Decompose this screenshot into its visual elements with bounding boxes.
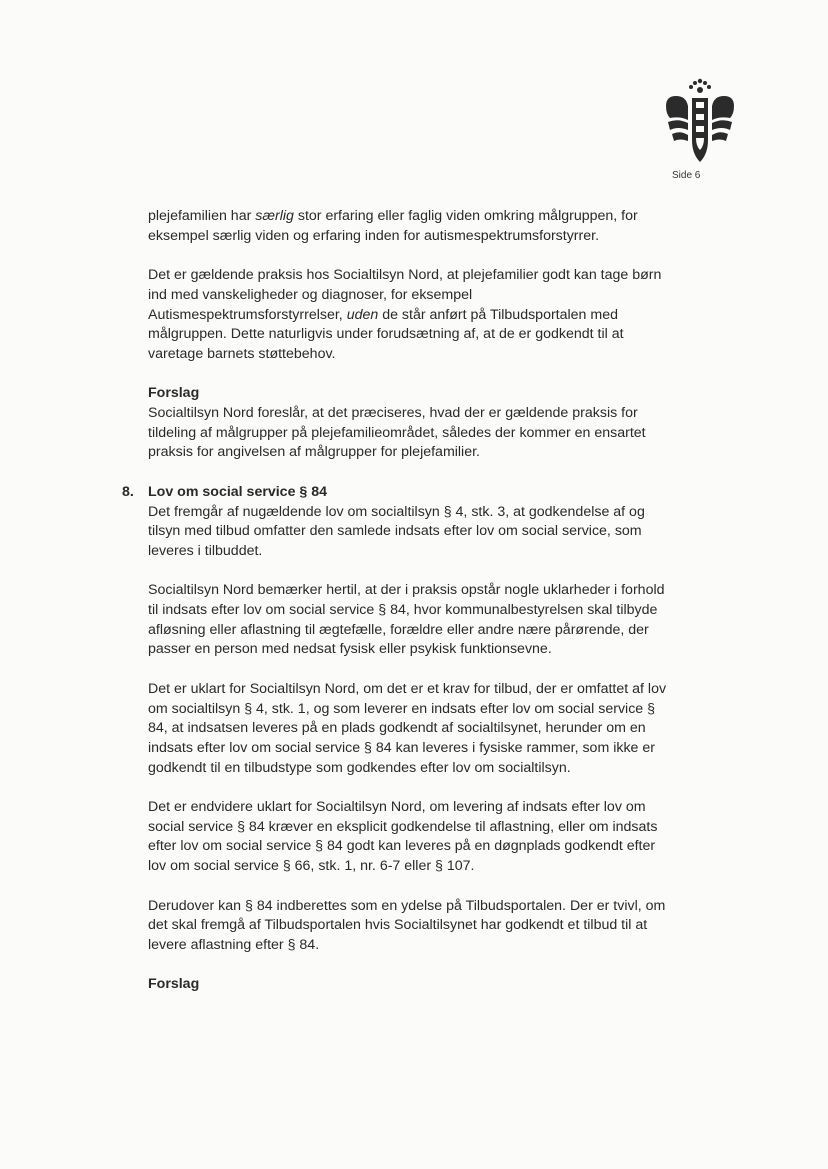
- numbered-section-8: [122, 483, 668, 995]
- paragraph-practice: [148, 266, 668, 365]
- paragraph-intro: [148, 207, 668, 246]
- text-run: Det er gældende praksis hos Socialtilsyn Nord, at plejefamilier godt kan tage børn ind med vanskeligheder og diagnoser, for eksempel Autismespektrumsforstyrrelser,: [148, 267, 662, 323]
- emphasis-text: særlig: [255, 208, 294, 224]
- page-number: Side 6: [672, 170, 701, 181]
- section-heading-forslag: Forslag: [148, 976, 200, 993]
- section-heading: Lov om social service § 84: [148, 483, 328, 500]
- paragraph: Det fremgår af nugældende lov om socialtilsyn § 4, stk. 3, at godkendelse af og tilsyn med tilbud omfatter den samlede indsats efter lov om social service, som leveres i tilbuddet.: [148, 503, 645, 559]
- paragraph: Det er endvidere uklart for Socialtilsyn Nord, om levering af indsats efter lov om social service § 84 kræver en eksplicit godkendelse til aflastning, eller om indsats efter lov om social service § 84 godt kan leveres på en døgnplads godkendt efter lov om social service § 66, stk. 1, nr. 6-7 eller § 107.: [148, 799, 658, 875]
- text-run: de står anført på Tilbudsportalen med målgruppen. Dette naturligvis under forudsætning af, at de er godkendt til at varetage barnets støttebehov.: [148, 306, 624, 362]
- text-run: plejefamilien har: [148, 208, 256, 224]
- paragraph-forslag: Socialtilsyn Nord foreslår, at det præciseres, hvad der er gældende praksis for tildeling af målgrupper på plejefamilieområdet, således der kommer en ensartet praksis for angivelsen af målgrupper for plejefamilier.: [148, 405, 646, 461]
- emphasis-text: uden: [346, 306, 379, 323]
- text-run: stor erfaring eller faglig viden omkring målgruppen, for eksempel særlig viden og erfaring inden for autismespektrumsforstyrrer.: [148, 208, 638, 244]
- paragraph: Socialtilsyn Nord bemærker hertil, at der i praksis opstår nogle uklarheder i forhold til indsats efter lov om social service § 84, hvor kommunalbestyrelsen skal tilbyde afløsning eller aflastning til ægtefælle, forældre eller andre nære pårørende, der passer en person med nedsat fysisk eller psykisk funktionsevne.: [148, 582, 665, 658]
- municipality-logo: [660, 78, 740, 164]
- section-number: 8.: [122, 483, 134, 500]
- paragraph: Det er uklart for Socialtilsyn Nord, om det er et krav for tilbud, der er omfattet af lov om socialtilsyn § 4, stk. 1, og som leverer en indsats efter lov om social service § 84, at indsatsen leveres på en plads godkendt af socialtilsynet, herunder om en indsats efter lov om social service § 84 kan leveres i fysiske rammer, som ikke er godkendt til en tilbudstype som godkendes efter lov om socialtilsyn.: [148, 680, 667, 776]
- coat-of-arms-icon: [660, 78, 740, 164]
- document-body: [122, 207, 668, 995]
- section-heading-forslag: Forslag: [148, 385, 200, 402]
- paragraph: Derudover kan § 84 indberettes som en ydelse på Tilbudsportalen. Der er tvivl, om det skal fremgå af Tilbudsportalen hvis Socialtilsynet har godkendt et tilbud til at levere aflastning efter § 84.: [148, 897, 666, 953]
